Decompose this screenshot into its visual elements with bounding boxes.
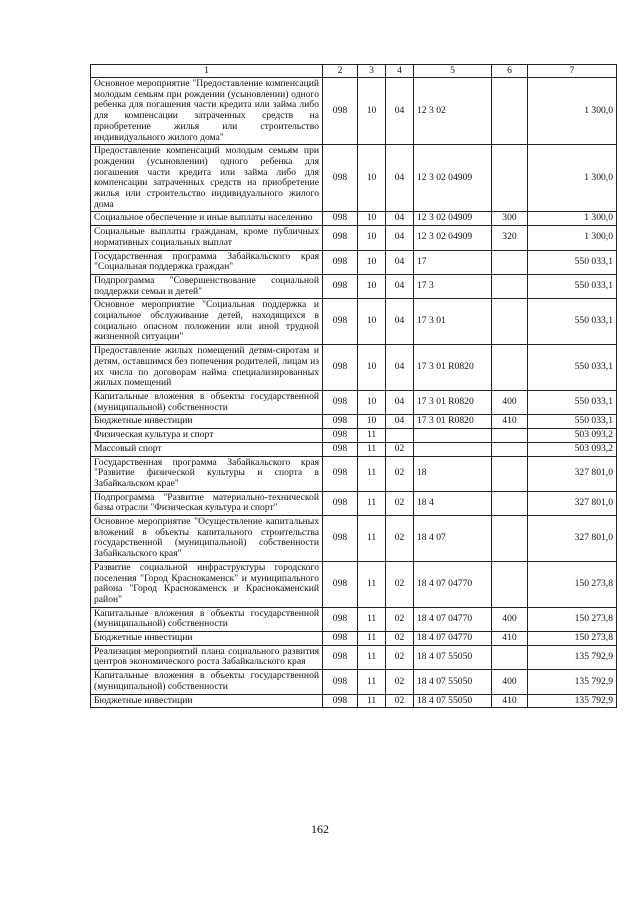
row-expense-type: 410 xyxy=(492,632,528,646)
table-row xyxy=(91,145,617,212)
row-amount: 135 792,9 xyxy=(528,670,617,694)
table-row xyxy=(91,299,617,345)
row-target-article: 12 3 02 04909 xyxy=(414,212,492,226)
table-row xyxy=(91,390,617,414)
row-name: Государственная программа Забайкальского края "Социальная поддержка граждан" xyxy=(91,250,323,274)
row-ministry-code: 098 xyxy=(323,226,358,250)
row-section-code: 10 xyxy=(358,226,386,250)
row-name: Капитальные вложения в объекты государственной (муниципальной) собственности xyxy=(91,390,323,414)
table-row xyxy=(91,429,617,443)
row-section-code: 11 xyxy=(358,442,386,456)
row-name: Массовый спорт xyxy=(91,442,323,456)
row-name: Социальное обеспечение и иные выплаты населению xyxy=(91,212,323,226)
row-name: Бюджетные инвестиции xyxy=(91,415,323,429)
row-amount: 327 801,0 xyxy=(528,516,617,562)
row-expense-type xyxy=(492,250,528,274)
table-row xyxy=(91,632,617,646)
row-subsection-code: 02 xyxy=(386,442,414,456)
row-subsection-code: 04 xyxy=(386,390,414,414)
row-amount: 550 033,1 xyxy=(528,390,617,414)
row-ministry-code: 098 xyxy=(323,274,358,298)
row-name: Развитие социальной инфраструктуры городского поселения "Город Краснокаменск" и муниципального района "Город Краснокаменск и Краснокаменский район" xyxy=(91,561,323,607)
row-amount: 135 792,9 xyxy=(528,694,617,708)
row-name: Подпрограмма "Совершенствование социальной поддержки семьи и детей" xyxy=(91,274,323,298)
row-target-article: 12 3 02 xyxy=(414,78,492,145)
row-ministry-code: 098 xyxy=(323,561,358,607)
table-row xyxy=(91,561,617,607)
table-row xyxy=(91,442,617,456)
row-target-article: 18 4 07 55050 xyxy=(414,670,492,694)
row-amount: 503 093,2 xyxy=(528,442,617,456)
row-section-code: 10 xyxy=(358,299,386,345)
row-expense-type xyxy=(492,491,528,515)
row-amount: 1 300,0 xyxy=(528,212,617,226)
row-name: Бюджетные инвестиции xyxy=(91,694,323,708)
column-header: 6 xyxy=(492,65,528,78)
row-name: Социальные выплаты гражданам, кроме публичных нормативных социальных выплат xyxy=(91,226,323,250)
row-target-article: 17 3 01 xyxy=(414,299,492,345)
row-name: Предоставление компенсаций молодым семьям при рождении (усыновлении) одного ребенка для погашения части кредита или займа либо для компенсации затраченных средств на приобретение жилья или строительство индивидуального жилого дома xyxy=(91,145,323,212)
row-section-code: 10 xyxy=(358,345,386,391)
row-target-article: 18 4 xyxy=(414,491,492,515)
table-row xyxy=(91,415,617,429)
row-section-code: 11 xyxy=(358,670,386,694)
row-subsection-code xyxy=(386,429,414,443)
table-row xyxy=(91,516,617,562)
row-expense-type xyxy=(492,274,528,298)
row-subsection-code: 04 xyxy=(386,250,414,274)
row-name: Бюджетные инвестиции xyxy=(91,632,323,646)
row-target-article: 12 3 02 04909 xyxy=(414,145,492,212)
row-subsection-code: 02 xyxy=(386,670,414,694)
row-section-code: 11 xyxy=(358,456,386,491)
row-target-article: 17 3 01 R0820 xyxy=(414,345,492,391)
row-amount: 550 033,1 xyxy=(528,415,617,429)
row-target-article: 12 3 02 04909 xyxy=(414,226,492,250)
row-amount: 1 300,0 xyxy=(528,145,617,212)
row-section-code: 10 xyxy=(358,212,386,226)
table-row xyxy=(91,607,617,631)
table-row xyxy=(91,250,617,274)
row-amount: 550 033,1 xyxy=(528,250,617,274)
row-ministry-code: 098 xyxy=(323,645,358,669)
row-ministry-code: 098 xyxy=(323,491,358,515)
row-section-code: 11 xyxy=(358,561,386,607)
row-ministry-code: 098 xyxy=(323,415,358,429)
row-name: Капитальные вложения в объекты государственной (муниципальной) собственности xyxy=(91,670,323,694)
row-subsection-code: 02 xyxy=(386,561,414,607)
row-name: Основное мероприятие "Социальная поддержка и социальное обслуживание детей, находящихся в социально опасном положении или иной трудной жизненной ситуации" xyxy=(91,299,323,345)
row-amount: 550 033,1 xyxy=(528,345,617,391)
row-name: Основное мероприятие "Осуществление капитальных вложений в объекты капитального строительства государственной (муниципальной) собственности Забайкальского края" xyxy=(91,516,323,562)
row-section-code: 11 xyxy=(358,516,386,562)
row-section-code: 11 xyxy=(358,645,386,669)
row-section-code: 10 xyxy=(358,274,386,298)
row-expense-type xyxy=(492,299,528,345)
row-subsection-code: 02 xyxy=(386,456,414,491)
row-target-article: 17 3 01 R0820 xyxy=(414,390,492,414)
table-row xyxy=(91,78,617,145)
row-expense-type: 400 xyxy=(492,670,528,694)
row-subsection-code: 04 xyxy=(386,415,414,429)
row-expense-type: 400 xyxy=(492,390,528,414)
row-ministry-code: 098 xyxy=(323,78,358,145)
row-ministry-code: 098 xyxy=(323,299,358,345)
row-ministry-code: 098 xyxy=(323,390,358,414)
row-subsection-code: 04 xyxy=(386,274,414,298)
table-row xyxy=(91,694,617,708)
row-expense-type xyxy=(492,429,528,443)
row-expense-type: 410 xyxy=(492,694,528,708)
column-header: 3 xyxy=(358,65,386,78)
row-target-article: 17 3 xyxy=(414,274,492,298)
row-subsection-code: 02 xyxy=(386,607,414,631)
table-row xyxy=(91,456,617,491)
row-amount: 550 033,1 xyxy=(528,299,617,345)
row-ministry-code: 098 xyxy=(323,250,358,274)
row-amount: 550 033,1 xyxy=(528,274,617,298)
row-ministry-code: 098 xyxy=(323,632,358,646)
row-ministry-code: 098 xyxy=(323,670,358,694)
column-header: 1 xyxy=(91,65,323,78)
column-header: 5 xyxy=(414,65,492,78)
row-target-article: 18 4 07 04770 xyxy=(414,561,492,607)
row-section-code: 10 xyxy=(358,78,386,145)
row-amount: 503 093,2 xyxy=(528,429,617,443)
row-expense-type: 410 xyxy=(492,415,528,429)
row-target-article: 18 4 07 xyxy=(414,516,492,562)
row-target-article: 18 4 07 04770 xyxy=(414,607,492,631)
row-expense-type xyxy=(492,516,528,562)
row-section-code: 11 xyxy=(358,491,386,515)
table-row xyxy=(91,212,617,226)
row-amount: 1 300,0 xyxy=(528,78,617,145)
row-section-code: 11 xyxy=(358,429,386,443)
table-row xyxy=(91,226,617,250)
row-amount: 327 801,0 xyxy=(528,491,617,515)
row-target-article: 18 xyxy=(414,456,492,491)
row-section-code: 11 xyxy=(358,607,386,631)
column-header: 7 xyxy=(528,65,617,78)
row-section-code: 10 xyxy=(358,250,386,274)
row-subsection-code: 02 xyxy=(386,694,414,708)
row-name: Физическая культура и спорт xyxy=(91,429,323,443)
row-amount: 150 273,8 xyxy=(528,632,617,646)
row-ministry-code: 098 xyxy=(323,345,358,391)
table-row xyxy=(91,645,617,669)
row-expense-type: 400 xyxy=(492,607,528,631)
row-subsection-code: 02 xyxy=(386,632,414,646)
row-subsection-code: 04 xyxy=(386,299,414,345)
row-amount: 327 801,0 xyxy=(528,456,617,491)
row-target-article xyxy=(414,442,492,456)
column-header: 2 xyxy=(323,65,358,78)
row-target-article: 18 4 07 55050 xyxy=(414,694,492,708)
row-section-code: 11 xyxy=(358,694,386,708)
row-expense-type: 320 xyxy=(492,226,528,250)
table-row xyxy=(91,491,617,515)
row-expense-type xyxy=(492,78,528,145)
row-subsection-code: 04 xyxy=(386,212,414,226)
table-header-row xyxy=(91,65,617,78)
row-section-code: 11 xyxy=(358,632,386,646)
row-target-article: 18 4 07 55050 xyxy=(414,645,492,669)
row-expense-type xyxy=(492,561,528,607)
row-target-article xyxy=(414,429,492,443)
budget-table xyxy=(90,64,617,708)
row-ministry-code: 098 xyxy=(323,429,358,443)
row-ministry-code: 098 xyxy=(323,607,358,631)
page-number: 162 xyxy=(311,822,329,836)
row-section-code: 10 xyxy=(358,415,386,429)
table-row xyxy=(91,345,617,391)
row-section-code: 10 xyxy=(358,145,386,212)
row-name: Реализация мероприятий плана социального развития центров экономического роста Забайкальского края xyxy=(91,645,323,669)
table-row xyxy=(91,274,617,298)
row-name: Подпрограмма "Развитие материально-технической базы отрасли "Физическая культура и спорт" xyxy=(91,491,323,515)
row-subsection-code: 02 xyxy=(386,491,414,515)
row-ministry-code: 098 xyxy=(323,442,358,456)
row-name: Капитальные вложения в объекты государственной (муниципальной) собственности xyxy=(91,607,323,631)
row-expense-type xyxy=(492,456,528,491)
row-ministry-code: 098 xyxy=(323,145,358,212)
row-subsection-code: 02 xyxy=(386,516,414,562)
row-target-article: 17 xyxy=(414,250,492,274)
row-amount: 1 300,0 xyxy=(528,226,617,250)
row-name: Государственная программа Забайкальского края "Развитие физической культуры и спорта в Забайкальском крае" xyxy=(91,456,323,491)
row-expense-type xyxy=(492,345,528,391)
row-subsection-code: 04 xyxy=(386,226,414,250)
row-expense-type xyxy=(492,645,528,669)
row-ministry-code: 098 xyxy=(323,516,358,562)
row-expense-type xyxy=(492,442,528,456)
row-ministry-code: 098 xyxy=(323,456,358,491)
row-ministry-code: 098 xyxy=(323,694,358,708)
row-subsection-code: 04 xyxy=(386,345,414,391)
row-expense-type: 300 xyxy=(492,212,528,226)
row-amount: 150 273,8 xyxy=(528,607,617,631)
row-subsection-code: 04 xyxy=(386,78,414,145)
table-row xyxy=(91,670,617,694)
row-expense-type xyxy=(492,145,528,212)
row-section-code: 10 xyxy=(358,390,386,414)
table-body xyxy=(91,78,617,708)
row-subsection-code: 02 xyxy=(386,645,414,669)
row-amount: 135 792,9 xyxy=(528,645,617,669)
column-header: 4 xyxy=(386,65,414,78)
row-amount: 150 273,8 xyxy=(528,561,617,607)
row-name: Основное мероприятие "Предоставление компенсаций молодым семьям при рождении (усыновлении) одного ребенка для погашения части кредита или займа либо для компенсации затраченных средств на приобретение жилья или строительство индивидуального жилого дома" xyxy=(91,78,323,145)
row-name: Предоставление жилых помещений детям-сиротам и детям, оставшимся без попечения родителей, лицам из их числа по договорам найма специализированных жилых помещений xyxy=(91,345,323,391)
row-ministry-code: 098 xyxy=(323,212,358,226)
row-target-article: 18 4 07 04770 xyxy=(414,632,492,646)
row-target-article: 17 3 01 R0820 xyxy=(414,415,492,429)
row-subsection-code: 04 xyxy=(386,145,414,212)
